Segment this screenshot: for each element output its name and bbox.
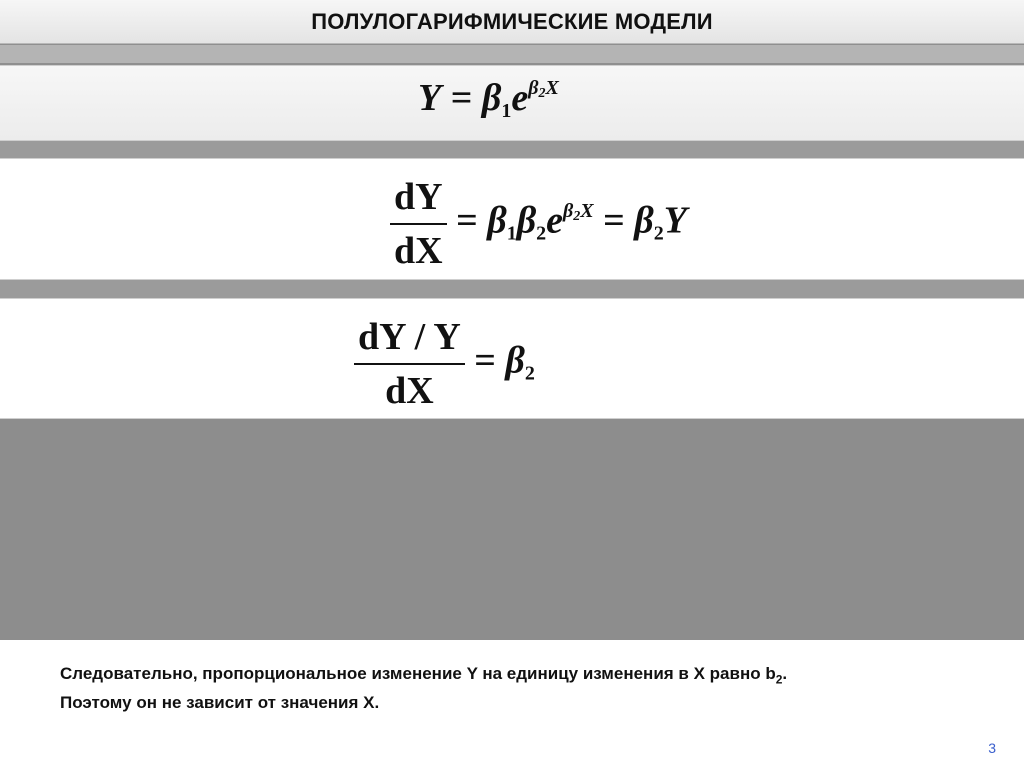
blank-area: [0, 419, 1024, 640]
equation-panel-3: [0, 298, 1024, 419]
slide-title: ПОЛУЛОГАРИФМИЧЕСКИЕ МОДЕЛИ: [0, 0, 1024, 44]
conclusion-line-2: Поэтому он не зависит от значения X.: [60, 693, 380, 713]
equation-panel-1: [0, 65, 1024, 141]
equation-3: $\frac{dY / Y}{dX}$ = $\beta_2$: [354, 315, 535, 413]
equation-1: $Y = \beta_1e^{\beta_2X}$: [418, 77, 559, 122]
divider-strip: [0, 45, 1024, 63]
page-number: 3: [988, 740, 996, 756]
conclusion-text: [60, 662, 960, 715]
equation-2: $\frac{dY}{dX}$ = $\beta_1\beta_2e^{\beta_2X} = \beta_2Y$: [390, 175, 687, 273]
equation-panel-2: [0, 158, 1024, 280]
fraction-dy-dx: $\frac{dY}{dX}$: [390, 175, 447, 273]
fraction-dy-over-y-dx: $\frac{dY / Y}{dX}$: [354, 315, 465, 413]
divider-strip: [0, 280, 1024, 298]
conclusion-line-1: Следовательно, пропорциональное изменение Y на единицу изменения в X равно $b_2$.: [60, 664, 788, 687]
divider-strip: [0, 141, 1024, 158]
